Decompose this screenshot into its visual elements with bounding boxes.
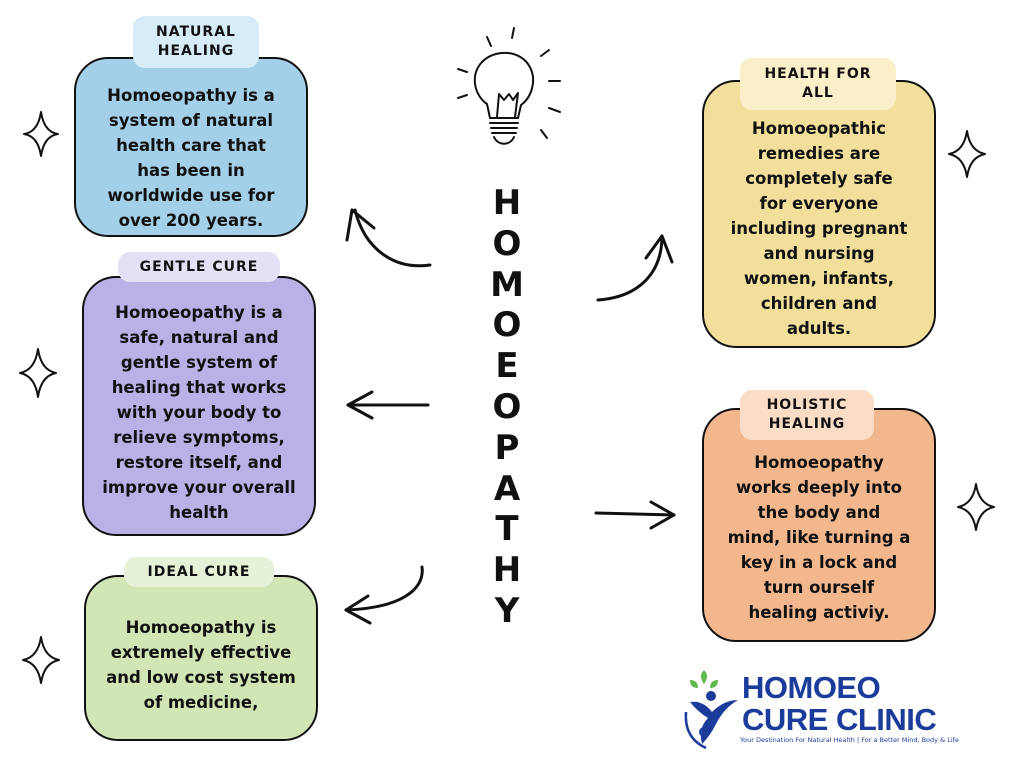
gentle-cure-label: GENTLE CURE	[118, 252, 280, 282]
title-letter: Y	[494, 590, 520, 631]
gentle-cure-card	[82, 276, 316, 536]
lightbulb-icon	[458, 28, 560, 144]
title-letter: O	[492, 305, 522, 346]
title-letter: H	[492, 550, 522, 591]
title-letter: T	[495, 509, 519, 550]
arrow-icon	[347, 210, 430, 266]
sparkle-icon	[23, 637, 59, 683]
title-letter: O	[492, 223, 522, 264]
title-letter: E	[495, 346, 519, 387]
title-letter: H	[492, 183, 522, 223]
holistic-healing-card	[702, 408, 936, 642]
logo-tagline: Your Destination For Natural Health | For a Better Mind, Body & Life	[740, 736, 959, 744]
clinic-logo-icon	[686, 670, 738, 748]
sparkle-icon	[20, 349, 56, 397]
holistic-healing-label: HOLISTIC HEALING	[740, 390, 874, 440]
natural-healing-text: Homoeopathy is a system of natural health care that has been in worldwide use for over 200 years.	[107, 86, 275, 230]
gentle-cure-text: Homoeopathy is a safe, natural and gentle system of healing that works with your body to relieve symptoms, restore itself, and improve your overall health	[102, 303, 296, 522]
holistic-healing-text: Homoeopathy works deeply into the body and mind, like turning a key in a lock and turn ourself healing activiy.	[727, 453, 911, 622]
sparkle-icon	[24, 112, 58, 156]
health-for-all-label: HEALTH FOR ALL	[740, 58, 896, 110]
sparkle-icon	[949, 131, 985, 177]
health-for-all-card	[702, 80, 936, 348]
arrow-icon	[346, 567, 422, 623]
health-for-all-text: Homoeopathic remedies are completely safe for everyone including pregnant and nursing women, infants, children and adults.	[730, 119, 908, 338]
title-letter: A	[493, 468, 521, 509]
ideal-cure-card	[84, 575, 318, 741]
title-letter: O	[492, 386, 522, 427]
sparkle-icon	[958, 484, 994, 530]
title-letter: P	[494, 427, 520, 468]
vertical-title	[487, 183, 527, 632]
ideal-cure-label: IDEAL CURE	[124, 557, 274, 587]
arrow-icon	[598, 236, 672, 300]
title-letter: M	[490, 264, 524, 305]
logo-line-1: HOMOEO	[742, 670, 881, 705]
arrow-icon	[596, 502, 674, 528]
logo-line-2: CURE CLINIC	[742, 702, 937, 737]
natural-healing-label: NATURAL HEALING	[133, 16, 259, 68]
ideal-cure-text: Homoeopathy is extremely effective and low cost system of medicine,	[106, 618, 296, 712]
arrow-icon	[348, 392, 428, 418]
natural-healing-card	[74, 57, 308, 237]
